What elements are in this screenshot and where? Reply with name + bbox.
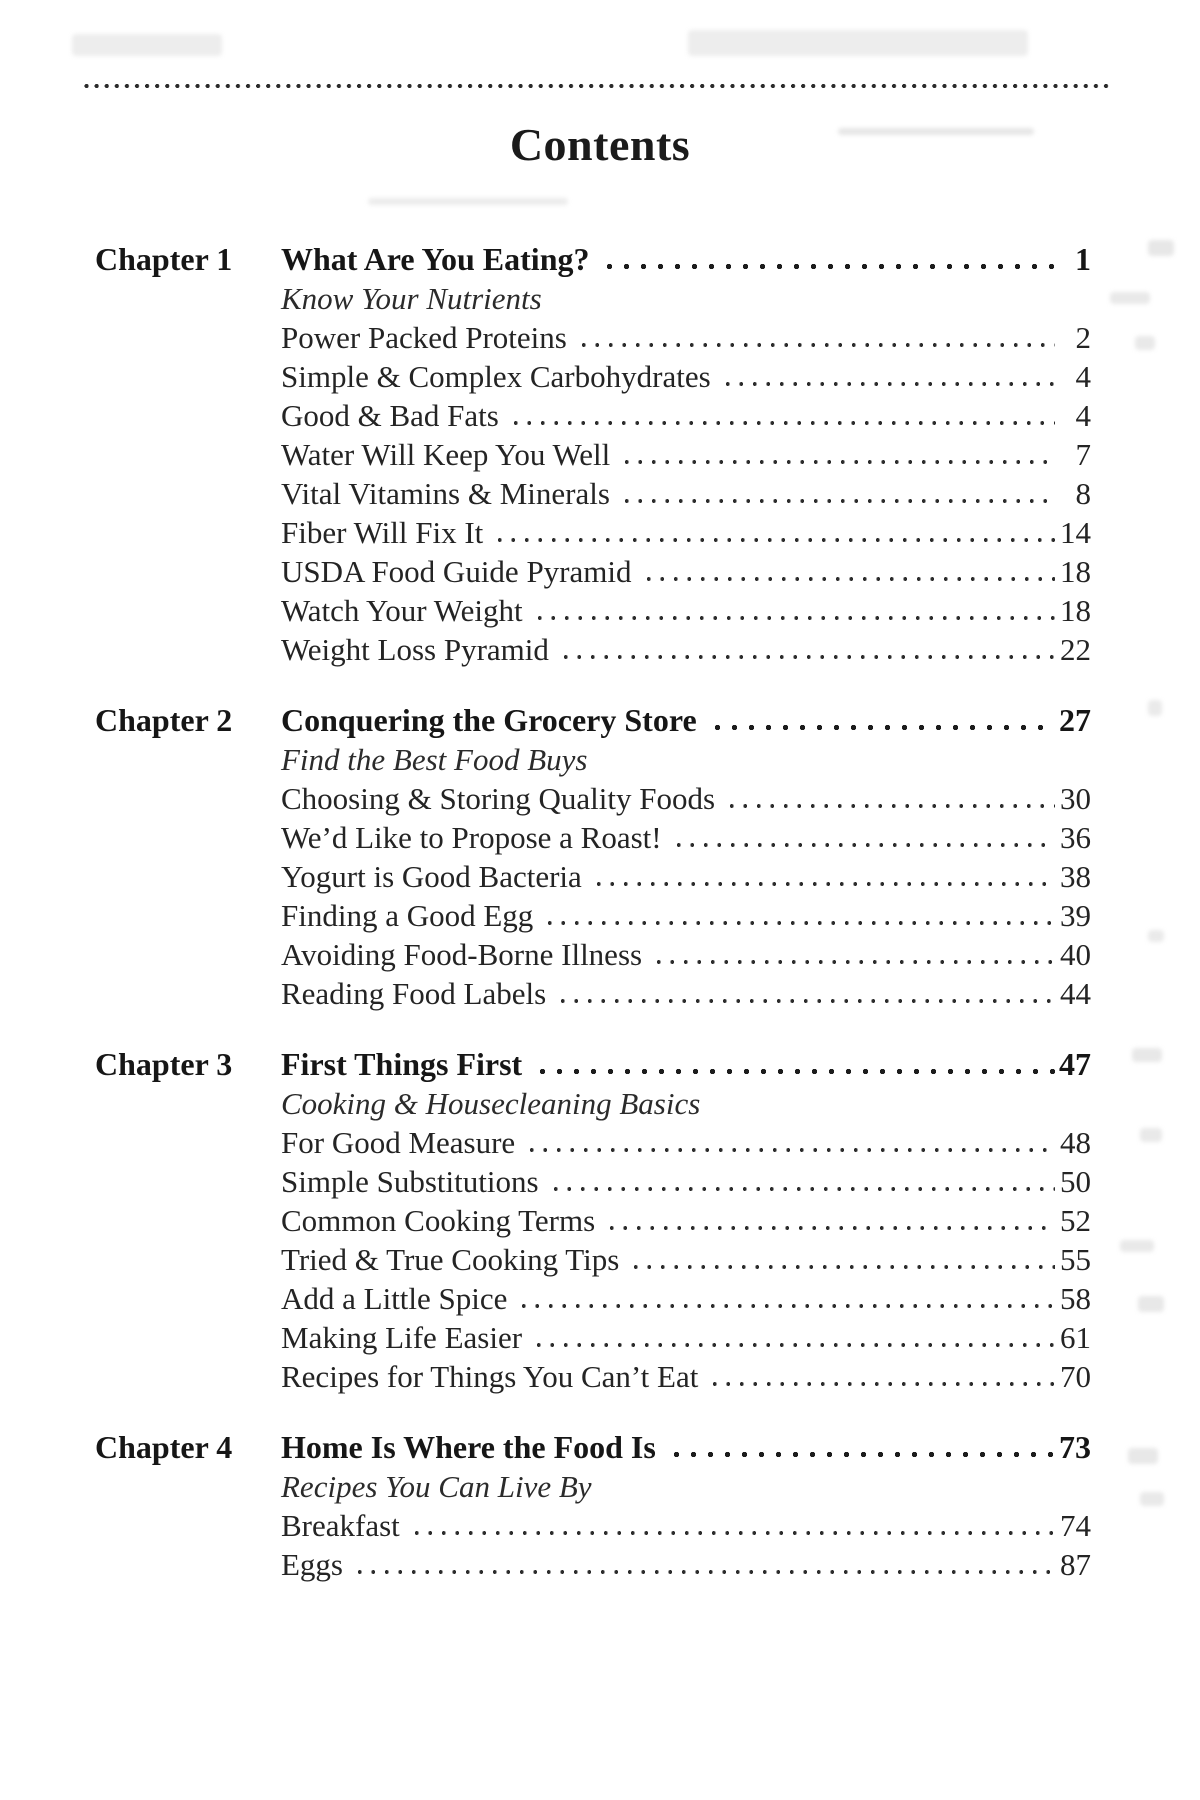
entry-page-number: 74 bbox=[1060, 1508, 1091, 1543]
entry-page-number: 55 bbox=[1060, 1242, 1091, 1277]
toc-entry-row bbox=[281, 474, 1091, 513]
entry-title: Choosing & Storing Quality Foods bbox=[281, 781, 716, 816]
dot-leader bbox=[663, 1428, 1055, 1467]
entry-page-number: 44 bbox=[1060, 976, 1091, 1011]
chapter-page-number: 73 bbox=[1059, 1429, 1091, 1465]
chapter-entries bbox=[281, 779, 1091, 1013]
dot-leader bbox=[556, 630, 1055, 669]
chapter-entries bbox=[281, 318, 1091, 669]
dotted-separator-rule bbox=[83, 82, 1113, 90]
chapter-title: First Things First bbox=[281, 1046, 523, 1082]
page-title: Contents bbox=[509, 119, 691, 170]
dot-leader bbox=[514, 1279, 1055, 1318]
chapter-subtitle: Know Your Nutrients bbox=[281, 281, 542, 316]
chapter-body bbox=[281, 1428, 1091, 1584]
entry-page-number: 18 bbox=[1060, 554, 1091, 589]
scan-artifact bbox=[1138, 1296, 1164, 1312]
dot-leader bbox=[490, 513, 1055, 552]
entry-title: Vital Vitamins & Minerals bbox=[281, 476, 610, 511]
dot-leader bbox=[596, 240, 1055, 279]
entry-page-number: 8 bbox=[1075, 476, 1091, 511]
toc-entry-row bbox=[281, 818, 1091, 857]
entry-title: Fiber Will Fix It bbox=[281, 515, 484, 550]
scan-artifact bbox=[1110, 292, 1150, 304]
entry-title: Eggs bbox=[281, 1547, 343, 1582]
entry-page-number: 22 bbox=[1060, 632, 1091, 667]
entry-page-number: 50 bbox=[1060, 1164, 1091, 1199]
dot-leader bbox=[529, 1045, 1055, 1084]
scan-artifact bbox=[688, 30, 1028, 56]
entry-page-number: 30 bbox=[1060, 781, 1091, 816]
scan-artifact bbox=[1148, 700, 1162, 716]
scan-artifact bbox=[1140, 1128, 1162, 1142]
chapter-block bbox=[95, 1045, 1091, 1396]
entry-title: Breakfast bbox=[281, 1508, 400, 1543]
chapter-label: Chapter 4 bbox=[95, 1429, 233, 1465]
chapter-page-number: 27 bbox=[1059, 702, 1091, 738]
dot-leader bbox=[522, 1123, 1055, 1162]
chapter-title: Conquering the Grocery Store bbox=[281, 702, 697, 738]
entry-title: Recipes for Things You Can’t Eat bbox=[281, 1359, 699, 1394]
chapter-subtitle: Cooking & Housecleaning Basics bbox=[281, 1086, 701, 1121]
entry-page-number: 7 bbox=[1075, 437, 1091, 472]
dot-leader bbox=[649, 935, 1055, 974]
chapter-title: What Are You Eating? bbox=[281, 241, 590, 277]
scan-artifact bbox=[1132, 1048, 1162, 1062]
entry-title: For Good Measure bbox=[281, 1125, 516, 1160]
chapter-subtitle: Recipes You Can Live By bbox=[281, 1469, 592, 1504]
toc-entry-row bbox=[281, 857, 1091, 896]
entry-title: We’d Like to Propose a Roast! bbox=[281, 820, 662, 855]
toc-entry-row bbox=[281, 1201, 1091, 1240]
toc-entry-row bbox=[281, 1240, 1091, 1279]
toc-entry-row bbox=[281, 513, 1091, 552]
chapter-title-row bbox=[281, 1428, 1091, 1467]
entry-title: Reading Food Labels bbox=[281, 976, 547, 1011]
entry-title: Good & Bad Fats bbox=[281, 398, 499, 433]
chapter-label: Chapter 3 bbox=[95, 1046, 233, 1082]
dot-leader bbox=[350, 1545, 1055, 1584]
entry-page-number: 38 bbox=[1060, 859, 1091, 894]
chapter-title-row bbox=[281, 1045, 1091, 1084]
toc-entry-row bbox=[281, 630, 1091, 669]
chapter-page-number: 1 bbox=[1075, 241, 1091, 277]
dot-leader bbox=[718, 357, 1055, 396]
dot-leader bbox=[669, 818, 1055, 857]
entry-title: Power Packed Proteins bbox=[281, 320, 567, 355]
entry-title: Weight Loss Pyramid bbox=[281, 632, 549, 667]
toc-entry-row bbox=[281, 1545, 1091, 1584]
chapter-label: Chapter 2 bbox=[95, 702, 233, 738]
toc-entry-row bbox=[281, 896, 1091, 935]
dot-leader bbox=[704, 701, 1055, 740]
chapter-block bbox=[95, 240, 1091, 669]
entry-title: Finding a Good Egg bbox=[281, 898, 534, 933]
toc-entry-row bbox=[281, 552, 1091, 591]
toc-entry-row bbox=[281, 1162, 1091, 1201]
scan-artifact bbox=[1135, 336, 1155, 350]
toc bbox=[95, 240, 1091, 1584]
toc-entry-row bbox=[281, 396, 1091, 435]
scan-artifact bbox=[72, 34, 222, 56]
chapter-block bbox=[95, 701, 1091, 1013]
entry-title: Avoiding Food-Borne Illness bbox=[281, 937, 643, 972]
chapter-body bbox=[281, 701, 1091, 1013]
chapter-entries bbox=[281, 1506, 1091, 1584]
scan-artifact bbox=[1128, 1448, 1158, 1464]
dot-leader bbox=[530, 591, 1055, 630]
scan-artifact bbox=[1148, 930, 1164, 942]
scan-artifact bbox=[368, 198, 568, 205]
dot-leader bbox=[722, 779, 1055, 818]
chapter-title-row bbox=[281, 240, 1091, 279]
dot-leader bbox=[553, 974, 1055, 1013]
chapter-label: Chapter 1 bbox=[95, 241, 233, 277]
toc-entry-row bbox=[281, 935, 1091, 974]
chapter-entries bbox=[281, 1123, 1091, 1396]
entry-page-number: 18 bbox=[1060, 593, 1091, 628]
entry-page-number: 40 bbox=[1060, 937, 1091, 972]
entry-page-number: 87 bbox=[1060, 1547, 1091, 1582]
toc-entry-row bbox=[281, 974, 1091, 1013]
entry-page-number: 4 bbox=[1075, 398, 1091, 433]
entry-title: Common Cooking Terms bbox=[281, 1203, 596, 1238]
dot-leader bbox=[407, 1506, 1055, 1545]
dot-leader bbox=[589, 857, 1055, 896]
toc-entry-row bbox=[281, 1357, 1091, 1396]
toc-entry-row bbox=[281, 591, 1091, 630]
entry-title: USDA Food Guide Pyramid bbox=[281, 554, 632, 589]
toc-entry-row bbox=[281, 779, 1091, 818]
scan-artifact bbox=[1140, 1492, 1164, 1506]
chapter-block bbox=[95, 1428, 1091, 1584]
dot-leader bbox=[602, 1201, 1055, 1240]
entry-page-number: 61 bbox=[1060, 1320, 1091, 1355]
dot-leader bbox=[617, 435, 1055, 474]
entry-page-number: 39 bbox=[1060, 898, 1091, 933]
entry-page-number: 2 bbox=[1075, 320, 1091, 355]
entry-title: Simple & Complex Carbohydrates bbox=[281, 359, 711, 394]
entry-page-number: 14 bbox=[1060, 515, 1091, 550]
dot-leader bbox=[540, 896, 1055, 935]
scan-artifact bbox=[1120, 1240, 1154, 1252]
entry-title: Add a Little Spice bbox=[281, 1281, 508, 1316]
entry-title: Watch Your Weight bbox=[281, 593, 523, 628]
toc-entry-row bbox=[281, 1506, 1091, 1545]
entry-page-number: 36 bbox=[1060, 820, 1091, 855]
entry-title: Yogurt is Good Bacteria bbox=[281, 859, 582, 894]
entry-title: Simple Substitutions bbox=[281, 1164, 539, 1199]
scan-artifact bbox=[1148, 240, 1174, 256]
entry-page-number: 58 bbox=[1060, 1281, 1091, 1316]
dot-leader bbox=[546, 1162, 1055, 1201]
chapter-body bbox=[281, 1045, 1091, 1396]
chapter-page-number: 47 bbox=[1059, 1046, 1091, 1082]
dot-leader bbox=[705, 1357, 1055, 1396]
entry-title: Making Life Easier bbox=[281, 1320, 523, 1355]
entry-page-number: 48 bbox=[1060, 1125, 1091, 1160]
chapter-subtitle: Find the Best Food Buys bbox=[281, 742, 588, 777]
dot-leader bbox=[626, 1240, 1055, 1279]
toc-entry-row bbox=[281, 435, 1091, 474]
chapter-title: Home Is Where the Food Is bbox=[281, 1429, 656, 1465]
dot-leader bbox=[529, 1318, 1055, 1357]
entry-page-number: 52 bbox=[1060, 1203, 1091, 1238]
toc-entry-row bbox=[281, 1279, 1091, 1318]
chapter-title-row bbox=[281, 701, 1091, 740]
dot-leader bbox=[639, 552, 1056, 591]
toc-entry-row bbox=[281, 357, 1091, 396]
entry-title: Tried & True Cooking Tips bbox=[281, 1242, 620, 1277]
toc-entry-row bbox=[281, 1318, 1091, 1357]
entry-page-number: 4 bbox=[1075, 359, 1091, 394]
dot-leader bbox=[506, 396, 1055, 435]
chapter-body bbox=[281, 240, 1091, 669]
dot-leader bbox=[617, 474, 1055, 513]
entry-page-number: 70 bbox=[1060, 1359, 1091, 1394]
toc-entry-row bbox=[281, 318, 1091, 357]
toc-entry-row bbox=[281, 1123, 1091, 1162]
entry-title: Water Will Keep You Well bbox=[281, 437, 611, 472]
dot-leader bbox=[574, 318, 1055, 357]
